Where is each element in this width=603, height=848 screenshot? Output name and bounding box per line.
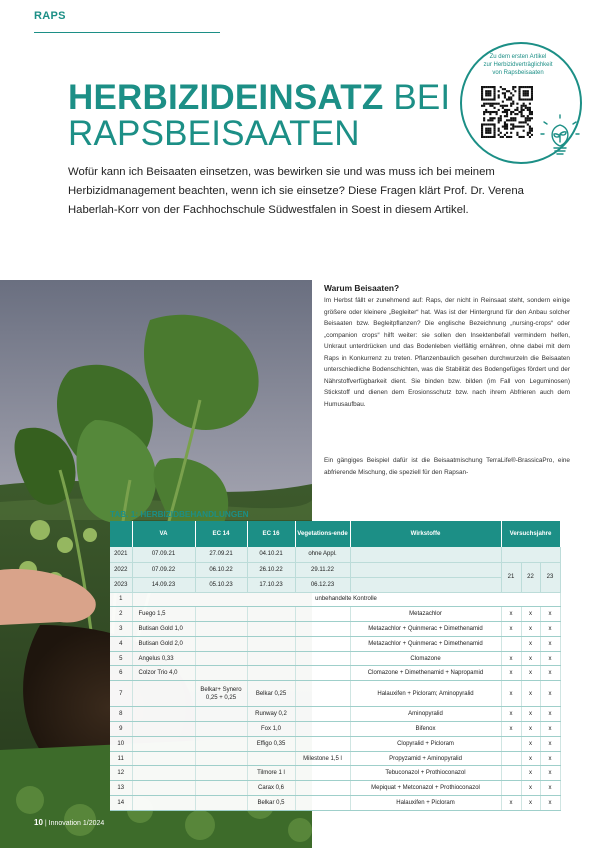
treatment-number: 2 (110, 607, 132, 622)
ec14-product-cell (195, 736, 247, 751)
va-product-cell: Butisan Gold 1,0 (132, 622, 195, 637)
qr-code[interactable] (481, 86, 533, 138)
wirkstoffe-cell: Mepiquat + Metconazol + Prothioconazol (350, 781, 501, 796)
col-header-versuchsjahre: Versuchsjahre (501, 521, 560, 547)
ec16-product-cell (247, 636, 295, 651)
year-21-mark (501, 751, 521, 766)
ec16-product-cell (247, 622, 295, 637)
year-23-mark: x (540, 607, 560, 622)
vegetationsende-product-cell (295, 707, 350, 722)
article-paragraph: Im Herbst fällt er zunehmend auf: Raps, der nicht in Reinsaat steht, sondern einige größere oder kleinere „Begleiter“ hat. Was ist der Hintergrund für den Anbau solcher Beisaaten bzw. Begleitpflanzen? Die englische Bezeichnung „nursing-crops“ oder „companion crops“ hilft weiter: sie sollen den Insektenbefall vermindern helfen, Unkraut unterdrücken und das Bodenleben vielfältig ernähren, ohne dabei mit dem Raps in Konkurrenz zu treten. Pflanzenbaulich gesehen durchwurzeln die Beisaaten unterschiedliche Bodenschichten, was die Stabilität des Bodengefüges fördert und der Nährstoffverfügbarkeit dient. Sie binden bzw. bilden (im Fall von Leguminosen) Stickstoff und dienen dem Erosionsschutz bzw. nach ihrem Abfrieren auch dem Humusaufbau. (324, 297, 570, 408)
ec16-product-cell: Runway 0,2 (247, 707, 295, 722)
ec14-product-cell (195, 607, 247, 622)
page-footer (34, 818, 104, 827)
treatment-number: 7 (110, 681, 132, 707)
year-22-mark: x (521, 781, 540, 796)
application-date-row (110, 547, 560, 562)
ec14-product-cell (195, 666, 247, 681)
wirkstoffe-cell: Clopyralid + Picloram (350, 736, 501, 751)
ec14-product-cell (195, 622, 247, 637)
article-subhead: Warum Beisaaten? (324, 283, 400, 293)
treatment-row (110, 681, 560, 707)
treatment-row (110, 636, 560, 651)
intro-lead: Wofür kann ich Beisaaten einsetzen, was bewirken sie und was muss ich bei meinem Herbizidmanagement beachten, wenn ich sie einsetze? Diese Fragen klärt Prof. Dr. Verena Haberlah-Korr von der Fachhochschule Südwestfalen in Soest in diesem Artikel. (68, 166, 524, 216)
year-23-mark: x (540, 651, 560, 666)
vegetationsende-product-cell (295, 607, 350, 622)
year-21-mark: x (501, 607, 521, 622)
year-cell: 2021 (110, 547, 132, 562)
year-23-mark: x (540, 796, 560, 811)
section-label: RAPS (34, 10, 66, 22)
va-product-cell (132, 722, 195, 737)
ec16-product-cell: Carax 0,6 (247, 781, 295, 796)
year-23-mark: x (540, 666, 560, 681)
year-22-mark: x (521, 666, 540, 681)
wirkstoffe-cell: Halauxifen + Picloram; Aminopyralid (350, 681, 501, 707)
ec14-product-cell (195, 751, 247, 766)
wirkstoffe-cell: Bifenox (350, 722, 501, 737)
va-product-cell (132, 751, 195, 766)
year-22-mark: x (521, 607, 540, 622)
va-date-cell: 07.09.22 (132, 562, 195, 577)
treatment-row (110, 622, 560, 637)
treatment-number: 12 (110, 766, 132, 781)
ec16-product-cell: Effigo 0,35 (247, 736, 295, 751)
article-title (68, 80, 450, 152)
vegetationsende-product-cell (295, 636, 350, 651)
wirkstoffe-cell: Clomazone + Dimethenamid + Napropamid (350, 666, 501, 681)
wirkstoffe-cell: Propyzamid + Aminopyralid (350, 751, 501, 766)
article-paragraph: Ein gängiges Beispiel dafür ist die Beisaatmischung TerraLife®-BrassicaPro, eine abfrierende Mischung, die speziell für den Rapsan- (324, 457, 570, 476)
treatment-number: 1 (110, 592, 132, 607)
ec14-product-cell (195, 766, 247, 781)
va-date-cell: 14.09.23 (132, 577, 195, 592)
vegetationsende-date-cell: ohne Appl. (295, 547, 350, 562)
wirkstoffe-cell: Clomazone (350, 651, 501, 666)
vegetationsende-product-cell (295, 722, 350, 737)
ec14-date-cell: 05.10.23 (195, 577, 247, 592)
va-product-cell: Fuego 1,5 (132, 607, 195, 622)
year-21-mark (501, 781, 521, 796)
treatment-row (110, 666, 560, 681)
ec16-date-cell: 17.10.23 (247, 577, 295, 592)
ec16-product-cell: Fox 1,0 (247, 722, 295, 737)
vegetationsende-product-cell (295, 681, 350, 707)
va-product-cell (132, 736, 195, 751)
year-22-mark: x (521, 766, 540, 781)
year-22-mark: x (521, 622, 540, 637)
ec14-product-cell (195, 722, 247, 737)
year-21-mark (501, 766, 521, 781)
year-22-mark: x (521, 651, 540, 666)
table-header-row (110, 521, 560, 547)
year-21-mark (501, 736, 521, 751)
treatment-row (110, 796, 560, 811)
treatment-row (110, 707, 560, 722)
qr-caption (478, 53, 558, 77)
col-header-ec16: EC 16 (247, 521, 295, 547)
vegetationsende-product-cell (295, 796, 350, 811)
ec16-product-cell (247, 666, 295, 681)
col-header-va: VA (132, 521, 195, 547)
year-23-mark: x (540, 781, 560, 796)
treatment-row (110, 607, 560, 622)
year-22-mark: x (521, 707, 540, 722)
ec14-product-cell (195, 636, 247, 651)
wirkstoffe-cell: Metazachlor (350, 607, 501, 622)
va-product-cell: Butisan Gold 2,0 (132, 636, 195, 651)
year-22-mark: x (521, 751, 540, 766)
treatment-number: 8 (110, 707, 132, 722)
treatment-number: 9 (110, 722, 132, 737)
year-23-mark: x (540, 681, 560, 707)
wirkstoffe-cell: Metazachlor + Quinmerac + Dimethenamid (350, 636, 501, 651)
ec14-product-cell (195, 707, 247, 722)
va-product-cell (132, 681, 195, 707)
application-date-row (110, 562, 560, 577)
year-cell: 2023 (110, 577, 132, 592)
ec14-product-cell (195, 651, 247, 666)
ec16-product-cell (247, 651, 295, 666)
ec14-date-cell: 27.09.21 (195, 547, 247, 562)
qr-caption-line: von Rapsbeisaaten (492, 70, 544, 76)
year-23-mark: x (540, 707, 560, 722)
col-header-no (110, 521, 132, 547)
va-date-cell: 07.09.21 (132, 547, 195, 562)
ec14-product-cell: Belkar+ Synero 0,25 + 0,25 (195, 681, 247, 707)
section-divider (34, 32, 220, 33)
herbicide-table (110, 521, 560, 811)
application-date-row (110, 577, 560, 592)
year-23-mark: x (540, 751, 560, 766)
vegetationsende-product-cell (295, 651, 350, 666)
vegetationsende-date-cell: 06.12.23 (295, 577, 350, 592)
treatment-number: 3 (110, 622, 132, 637)
vegetationsende-product-cell (295, 736, 350, 751)
versuchsjahr-cell: 22 (521, 562, 540, 592)
wirkstoffe-blank-cell (350, 577, 501, 592)
qr-caption-line: Zu dem ersten Artikel (489, 54, 547, 60)
ec16-product-cell: Belkar 0,25 (247, 681, 295, 707)
va-product-cell (132, 796, 195, 811)
treatment-number: 5 (110, 651, 132, 666)
untreated-control-label: unbehandelte Kontrolle (132, 592, 560, 607)
ec16-product-cell: Belkar 0,5 (247, 796, 295, 811)
qr-caption-line: zur Herbizidverträglichkeit (483, 62, 553, 68)
year-23-mark: x (540, 766, 560, 781)
year-22-mark: x (521, 722, 540, 737)
treatment-row (110, 651, 560, 666)
ec16-product-cell: Tilmore 1 l (247, 766, 295, 781)
treatment-row (110, 592, 560, 607)
publication-name: Innovation 1/2024 (48, 820, 105, 827)
col-header-wirkstoffe: Wirkstoffe (350, 521, 501, 547)
year-21-mark: x (501, 651, 521, 666)
ec16-product-cell (247, 751, 295, 766)
treatment-row (110, 781, 560, 796)
treatment-number: 4 (110, 636, 132, 651)
col-header-vegetationsende: Vegetations-ende (295, 521, 350, 547)
ec16-product-cell (247, 607, 295, 622)
col-header-ec14: EC 14 (195, 521, 247, 547)
treatment-row (110, 766, 560, 781)
footer-separator: | (42, 820, 49, 827)
title-bold-part: HERBIZIDEINSATZ (68, 78, 384, 117)
wirkstoffe-cell: Halauxifen + Picloram (350, 796, 501, 811)
treatment-number: 14 (110, 796, 132, 811)
wirkstoffe-cell: Aminopyralid (350, 707, 501, 722)
year-22-mark: x (521, 796, 540, 811)
table-title: TAB. 1: HERBIZIDBEHANDLUNGEN (110, 510, 249, 519)
ec16-date-cell: 04.10.21 (247, 547, 295, 562)
year-cell: 2022 (110, 562, 132, 577)
treatment-number: 10 (110, 736, 132, 751)
year-22-mark: x (521, 636, 540, 651)
treatment-number: 11 (110, 751, 132, 766)
va-product-cell: Angelus 0,33 (132, 651, 195, 666)
year-23-mark: x (540, 622, 560, 637)
versuchsjahr-cell: 23 (540, 562, 560, 592)
year-21-mark: x (501, 707, 521, 722)
year-23-mark: x (540, 736, 560, 751)
treatment-number: 6 (110, 666, 132, 681)
vegetationsende-product-cell: Milestone 1,5 l (295, 751, 350, 766)
year-21-mark: x (501, 622, 521, 637)
treatment-row (110, 751, 560, 766)
title-regular-part: BEI (383, 78, 451, 117)
vegetationsende-product-cell (295, 666, 350, 681)
year-21-mark: x (501, 796, 521, 811)
year-22-mark: x (521, 736, 540, 751)
ec14-product-cell (195, 796, 247, 811)
versuchsjahr-cell: 21 (501, 562, 521, 592)
treatment-row (110, 736, 560, 751)
ec14-date-cell: 06.10.22 (195, 562, 247, 577)
wirkstoffe-cell: Metazachlor + Quinmerac + Dimethenamid (350, 622, 501, 637)
page-number: 10 (34, 818, 43, 827)
year-23-mark: x (540, 722, 560, 737)
versuchsjahre-blank-cell (501, 547, 560, 562)
year-21-mark: x (501, 722, 521, 737)
vegetationsende-product-cell (295, 766, 350, 781)
vegetationsende-product-cell (295, 622, 350, 637)
vegetationsende-product-cell (295, 781, 350, 796)
title-line-2: RAPSBEISAATEN (68, 114, 360, 153)
wirkstoffe-cell: Tebuconazol + Prothioconazol (350, 766, 501, 781)
ec16-date-cell: 26.10.22 (247, 562, 295, 577)
year-22-mark: x (521, 681, 540, 707)
year-21-mark (501, 636, 521, 651)
lightbulb-plant-icon (538, 112, 582, 160)
wirkstoffe-blank-cell (350, 547, 501, 562)
year-23-mark: x (540, 636, 560, 651)
year-21-mark: x (501, 666, 521, 681)
va-product-cell (132, 781, 195, 796)
vegetationsende-date-cell: 29.11.22 (295, 562, 350, 577)
va-product-cell (132, 707, 195, 722)
treatment-row (110, 722, 560, 737)
ec14-product-cell (195, 781, 247, 796)
va-product-cell: Colzor Trio 4,0 (132, 666, 195, 681)
va-product-cell (132, 766, 195, 781)
wirkstoffe-blank-cell (350, 562, 501, 577)
year-21-mark: x (501, 681, 521, 707)
treatment-number: 13 (110, 781, 132, 796)
